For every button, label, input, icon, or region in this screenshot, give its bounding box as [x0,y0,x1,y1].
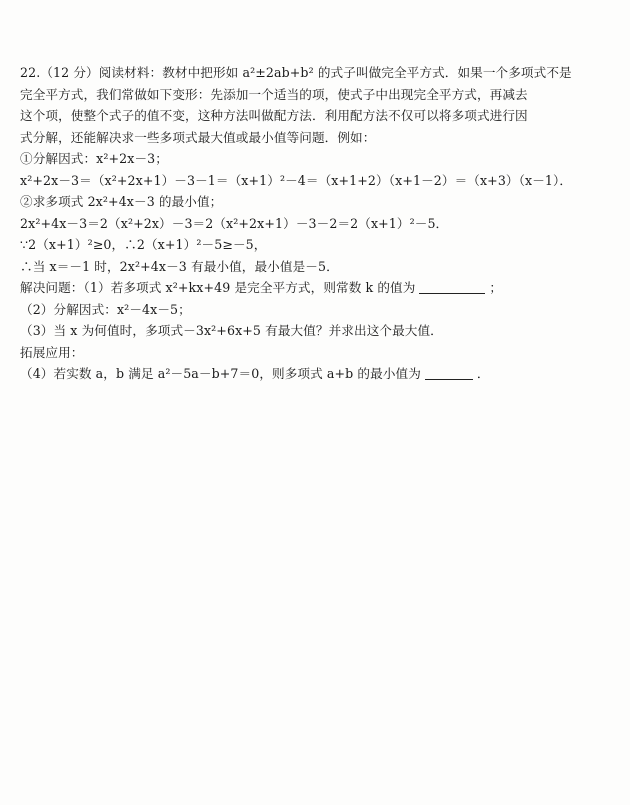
intro-line-1: 22.（12 分）阅读材料：教材中把形如 a²±2ab+b² 的式子叫做完全平方式．如果一个多项式不是 [20,65,572,80]
example-2-title: ②求多项式 2x²+4x－3 的最小值； [20,194,223,209]
sub-question-3: （3）当 x 为何值时，多项式－3x²+6x+5 有最大值？并求出这个最大值． [20,323,443,338]
answer-blank-1[interactable] [419,281,485,294]
intro-line-2: 完全平方式，我们常做如下变形：先添加一个适当的项，使式子中出现完全平方式，再减去 [20,86,528,102]
intro-line-3: 这个项，使整个式子的值不变，这种方法叫做配方法．利用配方法不仅可以将多项式进行因 [20,108,528,123]
example-1-title: ①分解因式：x²+2x－3； [20,151,168,166]
answer-blank-4[interactable] [425,367,473,380]
example-1-solution: x²+2x－3＝（x²+2x+1）－3－1＝（x+1）²－4＝（x+1+2）（x+1－2）＝（x+3）（x－1）． [20,172,573,188]
sub-question-2: （2）分解因式：x²－4x－5； [20,301,191,317]
example-2-step-1: 2x²+4x－3＝2（x²+2x）－3＝2（x²+2x+1）－3－2＝2（x+1）²－5． [20,215,449,231]
example-2-step-2: ∵2（x+1）²≥0，∴2（x+1）²－5≥－5， [20,237,267,252]
extension-heading: 拓展应用： [20,344,84,360]
sub-question-1 [20,277,615,299]
example-2-conclusion: ∴当 x＝－1 时，2x²+4x－3 有最小值，最小值是－5． [20,258,339,274]
question-22 [20,62,615,385]
sub-question-4-text: （4）若实数 a，b 满足 a²－5a－b+7＝0，则多项式 a+b 的最小值为 [20,366,421,381]
intro-line-4: 式分解，还能解决求一些多项式最大值或最小值等问题．例如： [20,129,376,145]
sub-question-1-text: 解决问题：（1）若多项式 x²+kx+49 是完全平方式，则常数 k 的值为 [20,280,416,295]
blank-4-suffix: ． [476,366,490,381]
sub-question-4 [20,363,615,385]
blank-1-suffix: ； [489,280,503,295]
